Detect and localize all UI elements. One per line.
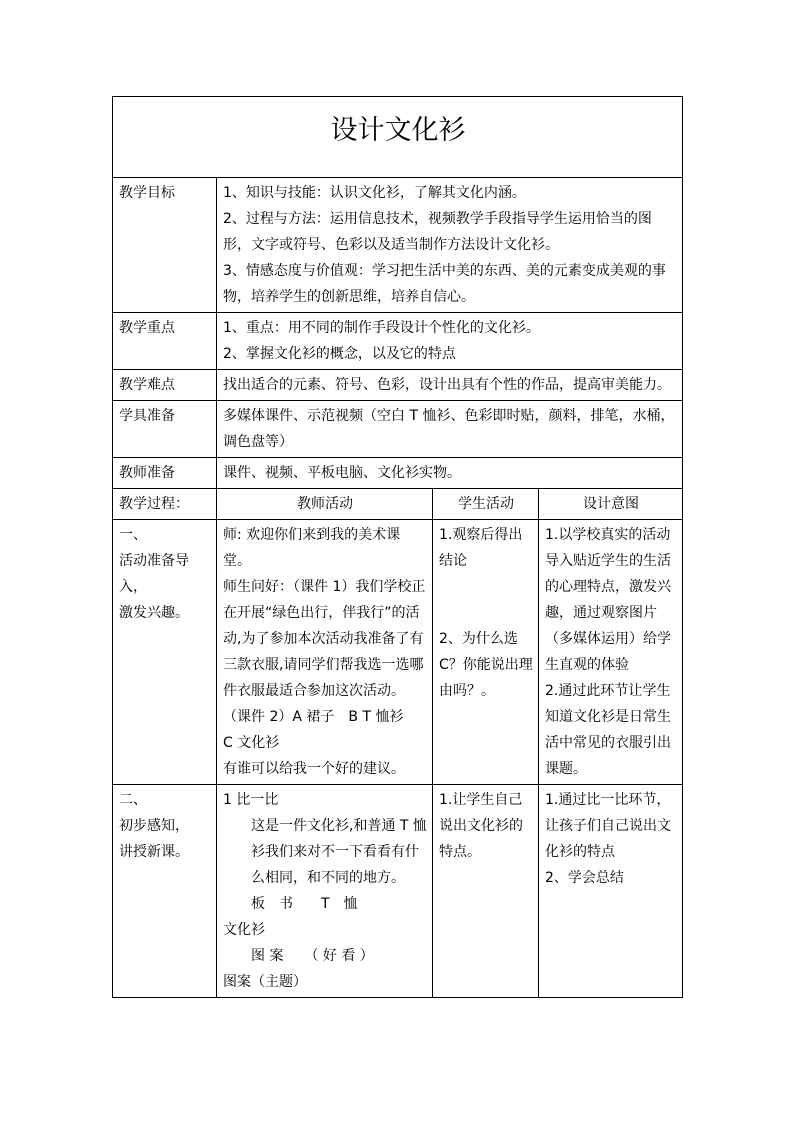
design-intent-cell xyxy=(539,520,683,785)
difficulties-row xyxy=(113,370,683,401)
design-intent-cell xyxy=(539,785,683,998)
blackboard-line: 文化衫 xyxy=(223,922,265,938)
stage-title-line: 讲授新课。 xyxy=(119,844,189,860)
lesson-plan-table xyxy=(112,96,683,998)
key-points-row xyxy=(113,313,683,370)
process-header-row xyxy=(113,489,683,520)
teacher-materials-row xyxy=(113,458,683,489)
stage-row xyxy=(113,520,683,785)
student-materials-label: 学具准备 xyxy=(113,401,217,458)
objectives-label: 教学目标 xyxy=(113,178,217,313)
stage-title-line: 初步感知， xyxy=(119,818,189,834)
key-point-line: 2、掌握文化衫的概念，以及它的特点 xyxy=(223,346,456,362)
stage-title-line: 一、 xyxy=(119,527,147,543)
student-activity-line: 2、为什么选C？你能说出理由吗？。 xyxy=(439,631,533,699)
stage-title-line: 激发兴趣。 xyxy=(119,605,189,621)
student-activity-spacer xyxy=(439,574,533,626)
difficulty-line: 找出适合的元素、符号、色彩，设计出具有个性的作品，提高审美能力。 xyxy=(223,377,671,393)
difficulties-content xyxy=(217,370,683,401)
blackboard-line: 图案（主题） xyxy=(223,974,307,990)
objectives-row xyxy=(113,178,683,313)
student-materials-line: 多媒体课件、示范视频（空白 T 恤衫、色彩即时贴，颜料，排笔，水桶，调色盘等） xyxy=(223,408,675,450)
student-materials-content xyxy=(217,401,683,458)
objective-line: 1、知识与技能：认识文化衫，了解其文化内涵。 xyxy=(223,185,526,201)
design-intent-line: 2、学会总结 xyxy=(545,870,624,886)
design-intent-header: 设计意图 xyxy=(539,489,683,520)
objective-line: 3、情感态度与价值观：学习把生活中美的东西、美的元素变成美观的事物，培养学生的创新思维，培养自信心。 xyxy=(223,263,666,305)
student-activity-cell xyxy=(433,785,539,998)
blackboard-line: 板 书 T 恤 xyxy=(251,896,358,912)
teacher-activity-line: 师生问好：（课件 1）我们学校正在开展“绿色出行，伴我行”的活动,为了参加本次活动我准备了有三款衣服,请同学们帮我选一选哪件衣服最适合参加这次活动。 xyxy=(223,579,426,699)
teacher-activity-line: 1 比一比 xyxy=(223,792,279,808)
student-activity-line: 1.观察后得出结论 xyxy=(439,527,523,569)
page-title: 设计文化衫 xyxy=(113,97,683,178)
stage-title xyxy=(113,785,217,998)
teacher-activity-line: 这是一件文化衫,和普通 T 恤衫我们来对不一下看看有什么相同，和不同的地方。 xyxy=(251,818,427,886)
student-activity-line: 1.让学生自己说出文化衫的特点。 xyxy=(439,792,523,860)
teacher-activity-header: 教师活动 xyxy=(217,489,433,520)
student-activity-cell xyxy=(433,520,539,785)
design-intent-line: 1.以学校真实的活动导入贴近学生的生活的心理特点，激发兴趣，通过观察图片（多媒体运用）给学生直观的体验 xyxy=(545,527,671,673)
teacher-activity-line: （课件 2）A 裙子 B T 恤衫 C 文化衫 xyxy=(223,709,418,751)
student-materials-row xyxy=(113,401,683,458)
teacher-activity-line: 有谁可以给我一个好的建议。 xyxy=(223,761,405,777)
design-intent-line: 1.通过比一比环节，让孩子们自己说出文化衫的特点 xyxy=(545,792,671,860)
stage-title-line: 活动准备导入， xyxy=(119,553,189,595)
teacher-activity-line: 师: 欢迎你们来到我的美术课堂。 xyxy=(223,527,401,569)
teacher-materials-label: 教师准备 xyxy=(113,458,217,489)
objective-line: 2、过程与方法：运用信息技术，视频教学手段指导学生运用恰当的图形，文字或符号、色彩以及适当制作方法设计文化衫。 xyxy=(223,211,652,253)
key-point-line: 1、重点：用不同的制作手段设计个性化的文化衫。 xyxy=(223,320,540,336)
student-activity-header: 学生活动 xyxy=(433,489,539,520)
key-points-content xyxy=(217,313,683,370)
teacher-activity-cell xyxy=(217,520,433,785)
objectives-content xyxy=(217,178,683,313)
blackboard-line: 图 案 （ 好 看 ） xyxy=(251,948,374,964)
stage-row xyxy=(113,785,683,998)
teacher-activity-cell xyxy=(217,785,433,998)
design-intent-line: 2.通过此环节让学生知道文化衫是日常生活中常见的衣服引出课题。 xyxy=(545,683,671,777)
teacher-materials-line: 课件、视频、平板电脑、文化衫实物。 xyxy=(223,465,461,481)
title-row xyxy=(113,97,683,178)
stage-title-line: 二、 xyxy=(119,792,147,808)
key-points-label: 教学重点 xyxy=(113,313,217,370)
teacher-materials-content xyxy=(217,458,683,489)
process-label: 教学过程： xyxy=(113,489,217,520)
stage-title xyxy=(113,520,217,785)
difficulties-label: 教学难点 xyxy=(113,370,217,401)
